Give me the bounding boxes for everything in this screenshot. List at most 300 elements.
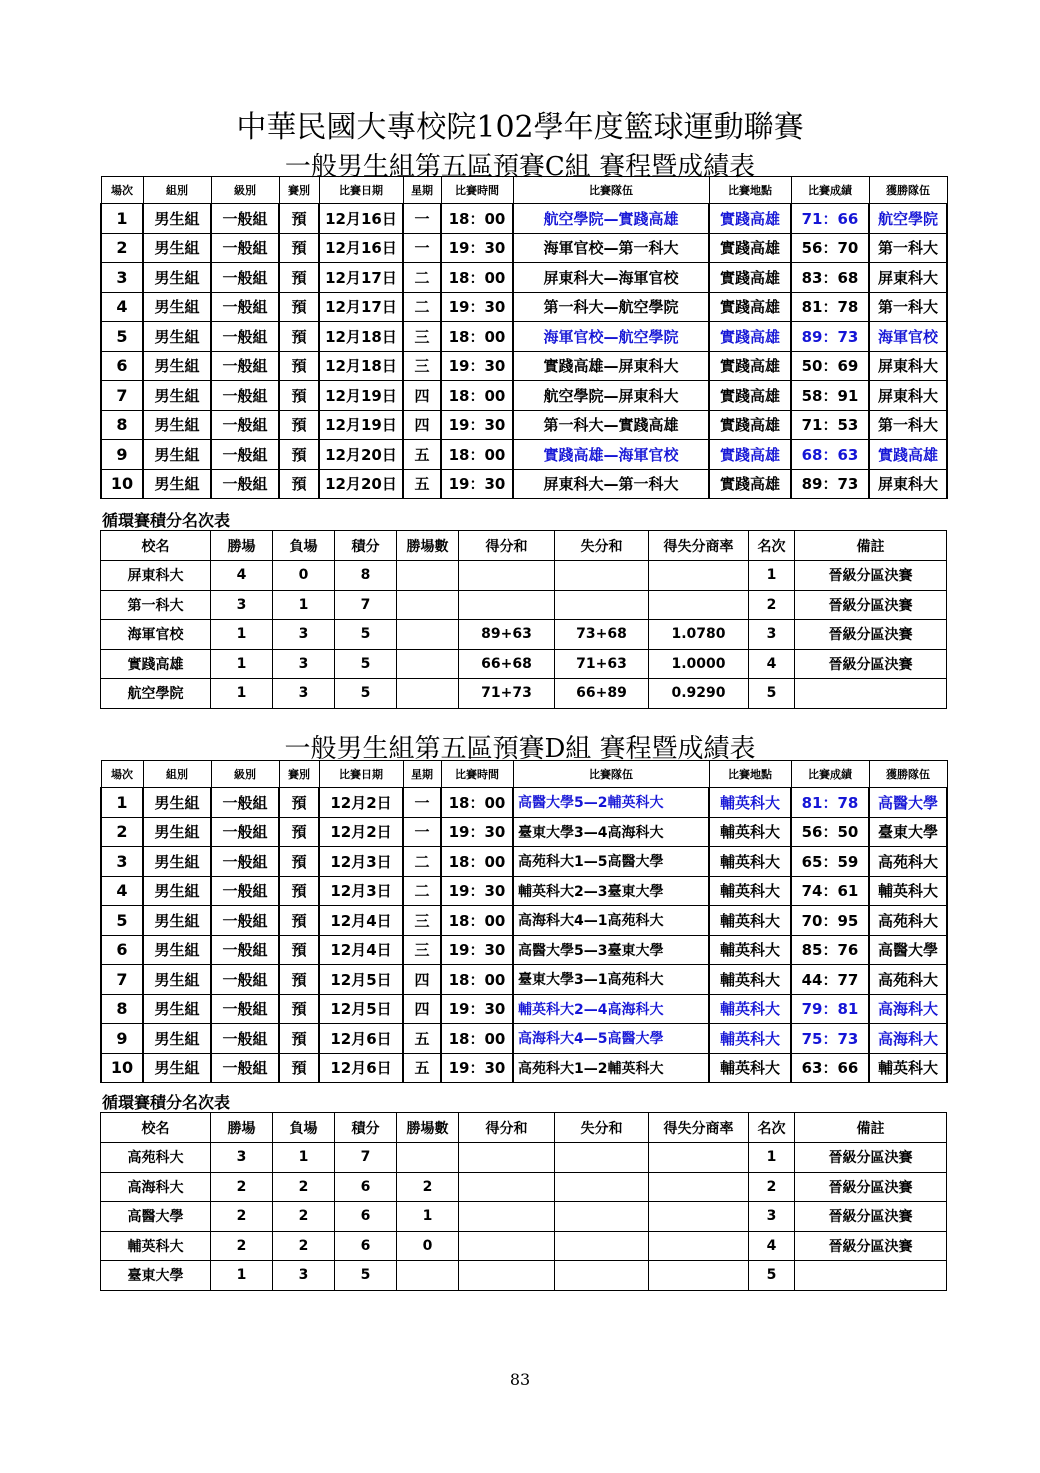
match-no-cell: 1 — [101, 204, 143, 234]
scored-cell — [459, 1231, 555, 1261]
standings-header-cell: 備註 — [795, 531, 947, 561]
school-cell: 第一科大 — [101, 590, 211, 620]
score-cell: 79：81 — [791, 994, 869, 1024]
date-cell: 12月2日 — [319, 817, 403, 847]
stage-cell: 預 — [279, 817, 319, 847]
wins-cell: 2 — [211, 1231, 273, 1261]
score-cell: 74：61 — [791, 876, 869, 906]
school-cell: 臺東大學 — [101, 1261, 211, 1291]
conceded-cell — [555, 561, 649, 591]
teams-cell: 臺東大學3—4高海科大 — [513, 817, 709, 847]
standings-header-cell: 積分 — [335, 531, 397, 561]
winner-cell: 第一科大 — [869, 233, 947, 263]
match-no-cell: 4 — [101, 876, 143, 906]
group-cell: 男生組 — [143, 817, 211, 847]
stage-cell: 預 — [279, 1053, 319, 1083]
time-cell: 18：00 — [441, 204, 513, 234]
time-cell: 18：00 — [441, 440, 513, 470]
date-cell: 12月17日 — [319, 263, 403, 293]
win-count-cell: 1 — [397, 1202, 459, 1232]
winner-cell: 第一科大 — [869, 410, 947, 440]
weekday-cell: 三 — [403, 351, 441, 381]
score-cell: 63：66 — [791, 1053, 869, 1083]
score-cell: 70：95 — [791, 906, 869, 936]
schedule-row — [101, 469, 947, 499]
note-cell: 晉級分區決賽 — [795, 1172, 947, 1202]
scored-cell: 66+68 — [459, 649, 555, 679]
time-cell: 19：30 — [441, 994, 513, 1024]
teams-cell: 輔英科大2—3臺東大學 — [513, 876, 709, 906]
schedule-row — [101, 847, 947, 877]
schedule-row — [101, 1053, 947, 1083]
group-cell: 男生組 — [143, 233, 211, 263]
date-cell: 12月4日 — [319, 906, 403, 936]
date-cell: 12月20日 — [319, 440, 403, 470]
venue-cell: 實踐高雄 — [709, 292, 791, 322]
score-cell: 65：59 — [791, 847, 869, 877]
win-count-cell — [397, 1143, 459, 1173]
group-cell: 男生組 — [143, 381, 211, 411]
winner-cell: 屏東科大 — [869, 263, 947, 293]
match-no-cell: 1 — [101, 788, 143, 818]
scored-cell: 89+63 — [459, 620, 555, 650]
teams-cell: 實踐高雄—屏東科大 — [513, 351, 709, 381]
match-no-cell: 8 — [101, 994, 143, 1024]
ratio-cell: 1.0000 — [649, 649, 749, 679]
schedule-table-c — [100, 176, 948, 499]
schedule-row — [101, 906, 947, 936]
wins-cell: 1 — [211, 649, 273, 679]
stage-cell: 預 — [279, 469, 319, 499]
note-cell — [795, 679, 947, 709]
schedule-row — [101, 381, 947, 411]
date-cell: 12月18日 — [319, 322, 403, 352]
wins-cell: 2 — [211, 1172, 273, 1202]
date-cell: 12月3日 — [319, 847, 403, 877]
stage-cell: 預 — [279, 994, 319, 1024]
group-cell: 男生組 — [143, 351, 211, 381]
standings-header-cell: 備註 — [795, 1113, 947, 1143]
schedule-header-cell: 級別 — [211, 761, 279, 788]
score-cell: 56：50 — [791, 817, 869, 847]
level-cell: 一般組 — [211, 410, 279, 440]
standings-header-cell: 勝場數 — [397, 1113, 459, 1143]
group-cell: 男生組 — [143, 410, 211, 440]
winner-cell: 屏東科大 — [869, 381, 947, 411]
winner-cell: 輔英科大 — [869, 1053, 947, 1083]
time-cell: 19：30 — [441, 351, 513, 381]
stage-cell: 預 — [279, 233, 319, 263]
weekday-cell: 一 — [403, 817, 441, 847]
wins-cell: 4 — [211, 561, 273, 591]
losses-cell: 3 — [273, 620, 335, 650]
time-cell: 19：30 — [441, 935, 513, 965]
points-cell: 5 — [335, 1261, 397, 1291]
winner-cell: 第一科大 — [869, 292, 947, 322]
match-no-cell: 7 — [101, 965, 143, 995]
venue-cell: 輔英科大 — [709, 876, 791, 906]
school-cell: 實踐高雄 — [101, 649, 211, 679]
winner-cell: 高醫大學 — [869, 788, 947, 818]
weekday-cell: 四 — [403, 965, 441, 995]
ratio-cell — [649, 1143, 749, 1173]
standings-header-cell: 勝場 — [211, 1113, 273, 1143]
match-no-cell: 3 — [101, 847, 143, 877]
schedule-row — [101, 351, 947, 381]
level-cell: 一般組 — [211, 351, 279, 381]
group-cell: 男生組 — [143, 1024, 211, 1054]
school-cell: 屏東科大 — [101, 561, 211, 591]
note-cell: 晉級分區決賽 — [795, 1143, 947, 1173]
group-cell: 男生組 — [143, 263, 211, 293]
score-cell: 44：77 — [791, 965, 869, 995]
weekday-cell: 二 — [403, 876, 441, 906]
level-cell: 一般組 — [211, 994, 279, 1024]
standings-row — [101, 679, 947, 709]
standings-row — [101, 1231, 947, 1261]
stage-cell: 預 — [279, 410, 319, 440]
section-c-title: 一般男生組第五區預賽C組 賽程暨成績表 — [284, 152, 756, 182]
schedule-header-cell: 比賽日期 — [319, 177, 403, 204]
match-no-cell: 10 — [101, 469, 143, 499]
score-cell: 89：73 — [791, 322, 869, 352]
score-cell: 89：73 — [791, 469, 869, 499]
stage-cell: 預 — [279, 965, 319, 995]
stage-cell: 預 — [279, 322, 319, 352]
school-cell: 高海科大 — [101, 1172, 211, 1202]
date-cell: 12月3日 — [319, 876, 403, 906]
scored-cell — [459, 1143, 555, 1173]
venue-cell: 實踐高雄 — [709, 233, 791, 263]
match-no-cell: 8 — [101, 410, 143, 440]
ratio-cell: 0.9290 — [649, 679, 749, 709]
level-cell: 一般組 — [211, 847, 279, 877]
level-cell: 一般組 — [211, 204, 279, 234]
match-no-cell: 3 — [101, 263, 143, 293]
date-cell: 12月5日 — [319, 994, 403, 1024]
school-cell: 海軍官校 — [101, 620, 211, 650]
standings-header-row — [101, 531, 947, 561]
venue-cell: 輔英科大 — [709, 1024, 791, 1054]
losses-cell: 3 — [273, 679, 335, 709]
points-cell: 5 — [335, 649, 397, 679]
note-cell — [795, 1261, 947, 1291]
note-cell: 晉級分區決賽 — [795, 1231, 947, 1261]
ratio-cell — [649, 1261, 749, 1291]
score-cell: 85：76 — [791, 935, 869, 965]
wins-cell: 1 — [211, 1261, 273, 1291]
standings-header-cell: 負場 — [273, 531, 335, 561]
teams-cell: 第一科大—航空學院 — [513, 292, 709, 322]
teams-cell: 高海科大4—5高醫大學 — [513, 1024, 709, 1054]
standings-header-cell: 負場 — [273, 1113, 335, 1143]
note-cell: 晉級分區決賽 — [795, 620, 947, 650]
standings-header-cell: 失分和 — [555, 531, 649, 561]
page-title: 中華民國大專校院102學年度籃球運動聯賽 — [236, 110, 804, 145]
group-cell: 男生組 — [143, 469, 211, 499]
standings-header-cell: 得分和 — [459, 531, 555, 561]
schedule-row — [101, 233, 947, 263]
match-no-cell: 7 — [101, 381, 143, 411]
time-cell: 19：30 — [441, 817, 513, 847]
stage-cell: 預 — [279, 263, 319, 293]
teams-cell: 第一科大—實踐高雄 — [513, 410, 709, 440]
stage-cell: 預 — [279, 381, 319, 411]
teams-cell: 高海科大4—1高苑科大 — [513, 906, 709, 936]
level-cell: 一般組 — [211, 263, 279, 293]
standings-header-cell: 得失分商率 — [649, 1113, 749, 1143]
win-count-cell — [397, 620, 459, 650]
winner-cell: 高苑科大 — [869, 906, 947, 936]
time-cell: 19：30 — [441, 410, 513, 440]
date-cell: 12月5日 — [319, 965, 403, 995]
schedule-header-cell: 賽別 — [279, 177, 319, 204]
scored-cell — [459, 561, 555, 591]
level-cell: 一般組 — [211, 817, 279, 847]
date-cell: 12月19日 — [319, 381, 403, 411]
standings-header-row — [101, 1113, 947, 1143]
match-no-cell: 6 — [101, 935, 143, 965]
time-cell: 18：00 — [441, 847, 513, 877]
match-no-cell: 9 — [101, 1024, 143, 1054]
group-cell: 男生組 — [143, 965, 211, 995]
standings-header-cell: 得失分商率 — [649, 531, 749, 561]
schedule-header-cell: 組別 — [143, 761, 211, 788]
ratio-cell — [649, 1172, 749, 1202]
match-no-cell: 5 — [101, 322, 143, 352]
weekday-cell: 五 — [403, 440, 441, 470]
win-count-cell — [397, 649, 459, 679]
winner-cell: 輔英科大 — [869, 876, 947, 906]
schedule-header-cell: 級別 — [211, 177, 279, 204]
schedule-row — [101, 322, 947, 352]
level-cell: 一般組 — [211, 292, 279, 322]
time-cell: 19：30 — [441, 469, 513, 499]
schedule-row — [101, 1024, 947, 1054]
losses-cell: 2 — [273, 1202, 335, 1232]
wins-cell: 2 — [211, 1202, 273, 1232]
points-cell: 6 — [335, 1202, 397, 1232]
wins-cell: 1 — [211, 679, 273, 709]
weekday-cell: 三 — [403, 906, 441, 936]
schedule-header-cell: 比賽時間 — [441, 761, 513, 788]
standings-header-cell: 得分和 — [459, 1113, 555, 1143]
venue-cell: 實踐高雄 — [709, 351, 791, 381]
ratio-cell — [649, 561, 749, 591]
standings-row — [101, 1261, 947, 1291]
standings-header-cell: 勝場數 — [397, 531, 459, 561]
teams-cell: 輔英科大2—4高海科大 — [513, 994, 709, 1024]
schedule-table-d — [100, 760, 948, 1083]
stage-cell: 預 — [279, 935, 319, 965]
time-cell: 18：00 — [441, 906, 513, 936]
schedule-row — [101, 204, 947, 234]
weekday-cell: 四 — [403, 994, 441, 1024]
schedule-header-cell: 星期 — [403, 177, 441, 204]
teams-cell: 海軍官校—航空學院 — [513, 322, 709, 352]
winner-cell: 臺東大學 — [869, 817, 947, 847]
standings-row — [101, 590, 947, 620]
score-cell: 83：68 — [791, 263, 869, 293]
school-cell: 輔英科大 — [101, 1231, 211, 1261]
school-cell: 高醫大學 — [101, 1202, 211, 1232]
wins-cell: 3 — [211, 590, 273, 620]
match-no-cell: 2 — [101, 233, 143, 263]
weekday-cell: 四 — [403, 410, 441, 440]
teams-cell: 高醫大學5—2輔英科大 — [513, 788, 709, 818]
date-cell: 12月16日 — [319, 233, 403, 263]
schedule-header-cell: 比賽日期 — [319, 761, 403, 788]
time-cell: 18：00 — [441, 263, 513, 293]
time-cell: 18：00 — [441, 322, 513, 352]
schedule-header-cell: 場次 — [101, 761, 143, 788]
schedule-header-row — [101, 177, 947, 204]
date-cell: 12月6日 — [319, 1024, 403, 1054]
score-cell: 75：73 — [791, 1024, 869, 1054]
date-cell: 12月2日 — [319, 788, 403, 818]
standings-header-cell: 校名 — [101, 1113, 211, 1143]
points-cell: 6 — [335, 1172, 397, 1202]
teams-cell: 屏東科大—第一科大 — [513, 469, 709, 499]
rank-cell: 5 — [749, 1261, 795, 1291]
schedule-row — [101, 440, 947, 470]
time-cell: 19：30 — [441, 1053, 513, 1083]
group-cell: 男生組 — [143, 876, 211, 906]
group-cell: 男生組 — [143, 847, 211, 877]
date-cell: 12月4日 — [319, 935, 403, 965]
points-cell: 5 — [335, 679, 397, 709]
standings-header-cell: 名次 — [749, 531, 795, 561]
level-cell: 一般組 — [211, 788, 279, 818]
scored-cell — [459, 590, 555, 620]
schedule-row — [101, 935, 947, 965]
weekday-cell: 一 — [403, 233, 441, 263]
weekday-cell: 二 — [403, 847, 441, 877]
teams-cell: 高苑科大1—2輔英科大 — [513, 1053, 709, 1083]
schedule-row — [101, 788, 947, 818]
schedule-header-cell: 賽別 — [279, 761, 319, 788]
venue-cell: 輔英科大 — [709, 965, 791, 995]
stage-cell: 預 — [279, 1024, 319, 1054]
stage-cell: 預 — [279, 351, 319, 381]
venue-cell: 輔英科大 — [709, 847, 791, 877]
stage-cell: 預 — [279, 788, 319, 818]
win-count-cell — [397, 561, 459, 591]
wins-cell: 1 — [211, 620, 273, 650]
win-count-cell: 0 — [397, 1231, 459, 1261]
weekday-cell: 三 — [403, 935, 441, 965]
match-no-cell: 5 — [101, 906, 143, 936]
level-cell: 一般組 — [211, 233, 279, 263]
school-cell: 航空學院 — [101, 679, 211, 709]
winner-cell: 屏東科大 — [869, 469, 947, 499]
losses-cell: 3 — [273, 1261, 335, 1291]
time-cell: 18：00 — [441, 788, 513, 818]
date-cell: 12月17日 — [319, 292, 403, 322]
winner-cell: 屏東科大 — [869, 351, 947, 381]
standings-row — [101, 1202, 947, 1232]
winner-cell: 高海科大 — [869, 1024, 947, 1054]
note-cell: 晉級分區決賽 — [795, 1202, 947, 1232]
teams-cell: 實踐高雄—海軍官校 — [513, 440, 709, 470]
schedule-row — [101, 292, 947, 322]
schedule-header-cell: 比賽地點 — [709, 761, 791, 788]
conceded-cell — [555, 590, 649, 620]
standings-header-cell: 勝場 — [211, 531, 273, 561]
level-cell: 一般組 — [211, 381, 279, 411]
match-no-cell: 4 — [101, 292, 143, 322]
standings-row — [101, 649, 947, 679]
weekday-cell: 二 — [403, 292, 441, 322]
date-cell: 12月6日 — [319, 1053, 403, 1083]
group-cell: 男生組 — [143, 788, 211, 818]
weekday-cell: 四 — [403, 381, 441, 411]
group-cell: 男生組 — [143, 906, 211, 936]
schedule-header-cell: 比賽時間 — [441, 177, 513, 204]
teams-cell: 高苑科大1—5高醫大學 — [513, 847, 709, 877]
level-cell: 一般組 — [211, 322, 279, 352]
note-cell: 晉級分區決賽 — [795, 590, 947, 620]
score-cell: 68：63 — [791, 440, 869, 470]
ratio-cell — [649, 1231, 749, 1261]
ratio-cell — [649, 1202, 749, 1232]
wins-cell: 3 — [211, 1143, 273, 1173]
venue-cell: 實踐高雄 — [709, 322, 791, 352]
weekday-cell: 三 — [403, 322, 441, 352]
scored-cell: 71+73 — [459, 679, 555, 709]
win-count-cell — [397, 590, 459, 620]
score-cell: 71：53 — [791, 410, 869, 440]
match-no-cell: 2 — [101, 817, 143, 847]
level-cell: 一般組 — [211, 469, 279, 499]
match-no-cell: 6 — [101, 351, 143, 381]
points-cell: 8 — [335, 561, 397, 591]
venue-cell: 實踐高雄 — [709, 410, 791, 440]
stage-cell: 預 — [279, 906, 319, 936]
stage-cell: 預 — [279, 204, 319, 234]
venue-cell: 實踐高雄 — [709, 469, 791, 499]
section-d-title: 一般男生組第五區預賽D組 賽程暨成績表 — [284, 734, 756, 764]
school-cell: 高苑科大 — [101, 1143, 211, 1173]
standings-header-cell: 失分和 — [555, 1113, 649, 1143]
weekday-cell: 五 — [403, 469, 441, 499]
level-cell: 一般組 — [211, 1024, 279, 1054]
weekday-cell: 一 — [403, 788, 441, 818]
teams-cell: 航空學院—屏東科大 — [513, 381, 709, 411]
stage-cell: 預 — [279, 292, 319, 322]
conceded-cell — [555, 1261, 649, 1291]
schedule-header-cell: 比賽隊伍 — [513, 177, 709, 204]
match-no-cell: 9 — [101, 440, 143, 470]
level-cell: 一般組 — [211, 935, 279, 965]
weekday-cell: 五 — [403, 1024, 441, 1054]
weekday-cell: 五 — [403, 1053, 441, 1083]
venue-cell: 輔英科大 — [709, 1053, 791, 1083]
losses-cell: 1 — [273, 590, 335, 620]
losses-cell: 1 — [273, 1143, 335, 1173]
venue-cell: 實踐高雄 — [709, 204, 791, 234]
venue-cell: 輔英科大 — [709, 935, 791, 965]
ratio-cell — [649, 590, 749, 620]
schedule-header-cell: 場次 — [101, 177, 143, 204]
venue-cell: 實踐高雄 — [709, 440, 791, 470]
schedule-header-cell: 比賽成績 — [791, 177, 869, 204]
rank-cell: 1 — [749, 1143, 795, 1173]
page-number: 83 — [509, 1370, 531, 1389]
date-cell: 12月16日 — [319, 204, 403, 234]
scored-cell — [459, 1172, 555, 1202]
level-cell: 一般組 — [211, 906, 279, 936]
